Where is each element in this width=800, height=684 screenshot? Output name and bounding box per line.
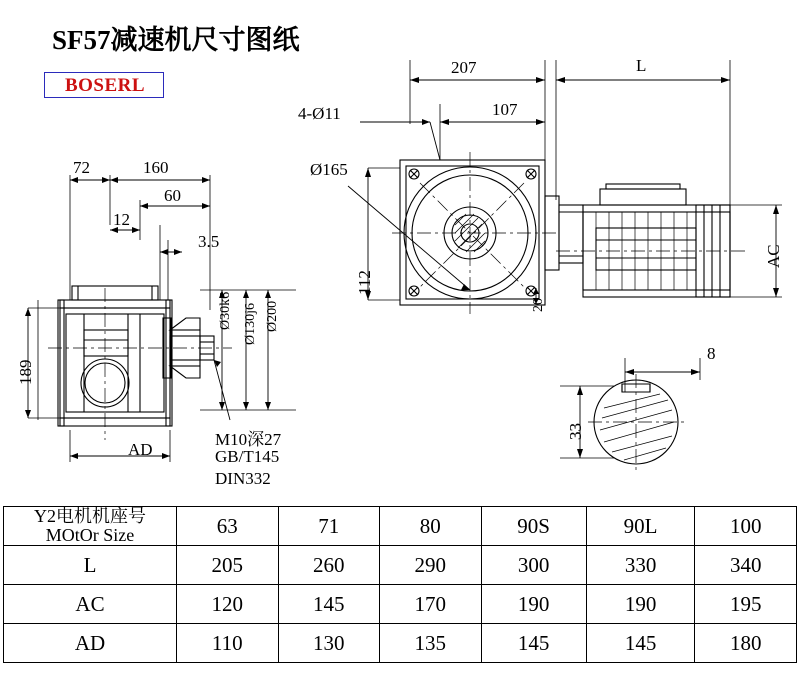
dim-60-label: 60 [164, 186, 181, 205]
header-line-1: Y2电机机座号 [34, 506, 146, 527]
dim-72-label: 72 [73, 158, 90, 177]
dim-D200-label: Ø200 [265, 300, 280, 332]
page-title: SF57减速机尺寸图纸 [52, 25, 300, 55]
row-label: AC [4, 585, 177, 624]
row-label: AD [4, 624, 177, 663]
header-line-2: MOtOr Size [45, 525, 135, 545]
note-gb-label: GB/T145 [215, 447, 280, 466]
table-header-motor-size [4, 507, 177, 546]
table-row [4, 585, 797, 624]
dim-207-label: 207 [451, 58, 477, 77]
table-cell: 130 [278, 624, 380, 663]
dim-33-label: 33 [566, 423, 585, 440]
table-col-header: 80 [380, 507, 482, 546]
dim-107-label: 107 [492, 100, 518, 119]
table-cell: 300 [481, 546, 586, 585]
dim-3-5-label: 3.5 [198, 232, 220, 251]
table-cell: 145 [586, 624, 695, 663]
table-cell: 145 [278, 585, 380, 624]
dim-D30k6-label: Ø30k6 [218, 291, 233, 330]
dim-12-label: 12 [113, 210, 130, 229]
table-col-header: 90S [481, 507, 586, 546]
table-header-row [4, 507, 797, 546]
dim-8-label: 8 [707, 344, 716, 363]
table-row [4, 546, 797, 585]
table-cell: 205 [177, 546, 279, 585]
note-din-label: DIN332 [215, 469, 271, 488]
table-cell: 340 [695, 546, 797, 585]
table-col-header: 100 [695, 507, 797, 546]
spec-table [3, 506, 797, 663]
table-row [4, 624, 797, 663]
dim-AC-label: AC [764, 244, 783, 268]
table-cell: 190 [586, 585, 695, 624]
dim-20-label: 20 [531, 298, 546, 312]
table-cell: 110 [177, 624, 279, 663]
table-cell: 170 [380, 585, 482, 624]
row-label: L [4, 546, 177, 585]
dim-L-label: L [636, 56, 647, 75]
note-m10-label: M10深27 [215, 430, 282, 449]
brand-logo: BOSERL [64, 75, 146, 96]
table-cell: 180 [695, 624, 797, 663]
table-cell: 260 [278, 546, 380, 585]
table-cell: 190 [481, 585, 586, 624]
dim-189-label: 189 [16, 359, 35, 385]
table-col-header: 71 [278, 507, 380, 546]
table-col-header: 90L [586, 507, 695, 546]
table-col-header: 63 [177, 507, 279, 546]
dim-160-label: 160 [143, 158, 169, 177]
dim-4xD11-label: 4-Ø11 [298, 104, 341, 123]
table-cell: 195 [695, 585, 797, 624]
dim-112-label: 112 [355, 270, 374, 295]
table-cell: 330 [586, 546, 695, 585]
dim-AD-label: AD [128, 440, 153, 459]
table-cell: 290 [380, 546, 482, 585]
table-cell: 145 [481, 624, 586, 663]
dim-D165-label: Ø165 [310, 160, 348, 179]
table-cell: 135 [380, 624, 482, 663]
table-cell: 120 [177, 585, 279, 624]
dim-D130j6-label: Ø130j6 [243, 303, 258, 345]
